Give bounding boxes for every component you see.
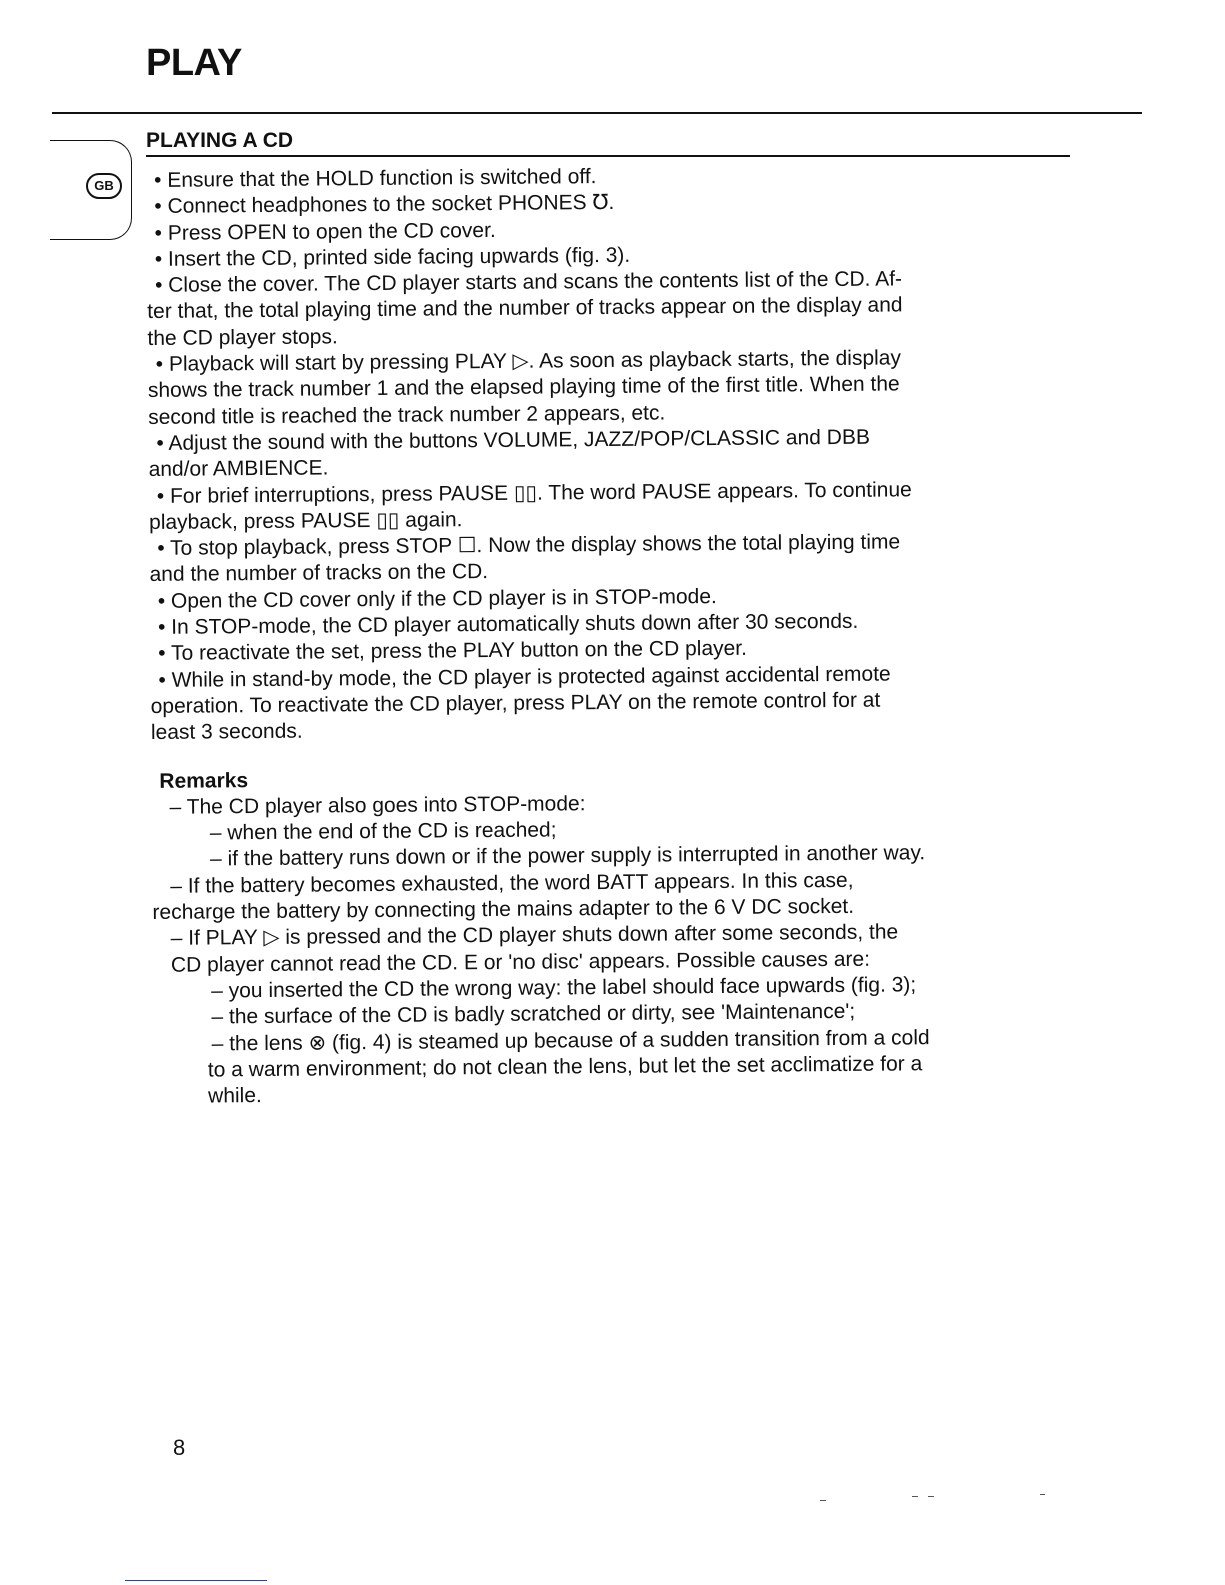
instruction-line: shows the track number 1 and the elapsed playing time of the first title. When the (147, 372, 900, 403)
instruction-line: • Press OPEN to open the CD cover. (154, 218, 496, 245)
instruction-line: and the number of tracks on the CD. (149, 560, 489, 587)
instruction-line: the CD player stops. (147, 325, 338, 350)
instruction-line: • For brief interruptions, press PAUSE ▯▯. The word PAUSE appears. To continue (156, 477, 912, 508)
remark-line: recharge the battery by connecting the mains adapter to the 6 V DC socket. (152, 894, 855, 924)
instruction-line: • To reactivate the set, press the PLAY button on the CD player. (158, 637, 748, 666)
instruction-line: playback, press PAUSE ▯▯ again. (148, 508, 463, 534)
bottom-rule (125, 1580, 267, 1581)
remarks-heading: Remarks (159, 768, 249, 793)
instruction-line: • Insert the CD, printed side facing upwards (fig. 3). (154, 243, 631, 271)
page-number: 8 (173, 1435, 186, 1460)
instruction-line: • Ensure that the HOLD function is switched off. (154, 165, 597, 192)
title-divider (52, 112, 1142, 114)
remark-line: – you inserted the CD the wrong way: the label should face upwards (fig. 3); (211, 973, 917, 1003)
remark-line: – if the battery runs down or if the power supply is interrupted in another way. (209, 841, 926, 871)
instruction-line: • To stop playback, press STOP ☐. Now the display shows the total playing time (157, 530, 901, 561)
page-title: PLAY (146, 42, 242, 84)
remark-line: while. (208, 1084, 262, 1108)
remark-line: to a warm environment; do not clean the lens, but let the set acclimatize for a (207, 1052, 923, 1082)
instruction-line: • Playback will start by pressing PLAY ▷. As soon as playback starts, the display (155, 346, 902, 377)
remark-line: – The CD player also goes into STOP-mode: (169, 792, 586, 819)
instruction-line: second title is reached the track number 2 appears, etc. (148, 401, 666, 429)
instruction-line: • Connect headphones to the socket PHONES ℧. (154, 191, 615, 219)
scan-mark (820, 1500, 826, 1501)
remark-line: – If PLAY ▷ is pressed and the CD player shuts down after some seconds, the (170, 920, 899, 951)
section-heading: PLAYING A CD (146, 129, 294, 152)
instruction-line: ter that, the total playing time and the number of tracks appear on the display and (147, 293, 903, 324)
body-text (146, 160, 1084, 1110)
instruction-line: • Adjust the sound with the buttons VOLUME, JAZZ/POP/CLASSIC and DBB (156, 425, 871, 455)
scan-mark (1040, 1494, 1045, 1495)
scan-mark (912, 1496, 918, 1497)
scan-mark (928, 1496, 934, 1497)
instruction-line: • Open the CD cover only if the CD player is in STOP-mode. (157, 584, 717, 613)
instruction-line: and/or AMBIENCE. (148, 456, 329, 482)
section-divider (146, 155, 1070, 157)
remark-line: – the surface of the CD is badly scratched or dirty, see 'Maintenance'; (211, 1000, 856, 1029)
remark-line: – when the end of the CD is reached; (209, 818, 557, 845)
instruction-line: operation. To reactivate the CD player, press PLAY on the remote control for at (150, 688, 881, 718)
remark-line: CD player cannot read the CD. E or 'no disc' appears. Possible causes are: (170, 947, 871, 977)
instruction-line: • While in stand-by mode, the CD player is protected against accidental remote (158, 662, 891, 692)
instruction-line: least 3 seconds. (150, 719, 303, 745)
remark-line: – the lens ⊗ (fig. 4) is steamed up because of a sudden transition from a cold (211, 1025, 930, 1055)
instruction-line: • Close the cover. The CD player starts and scans the contents list of the CD. Af- (154, 267, 903, 298)
instruction-line: • In STOP-mode, the CD player automatically shuts down after 30 seconds. (157, 609, 859, 639)
remark-line: – If the battery becomes exhausted, the word BATT appears. In this case, (170, 868, 854, 898)
language-badge: GB (86, 173, 122, 199)
